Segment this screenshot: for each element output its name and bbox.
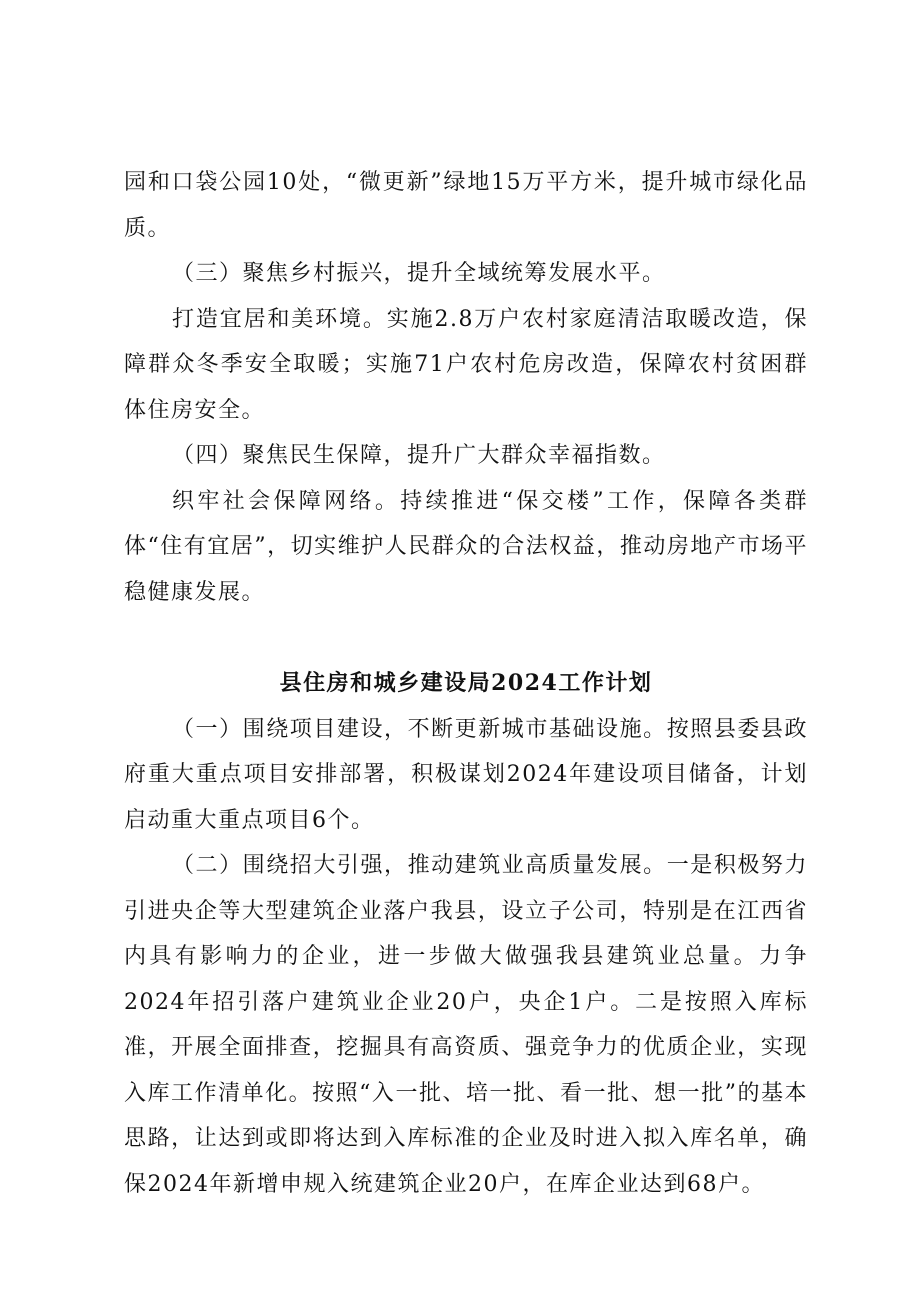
- paragraph-projects: （一）围绕项目建设，不断更新城市基础设施。按照县委县政府重大重点项目安排部署，积极谋划2024年建设项目储备，计划启动重大重点项目6个。: [124, 716, 808, 833]
- paragraph-livelihood: 织牢社会保障网络。持续推进“保交楼”工作，保障各类群体“住有宜居”，切实维护人民群众的合法权益，推动房地产市场平稳健康发展。: [124, 488, 808, 605]
- plan-title: 县住房和城乡建设局2024工作计划: [279, 670, 653, 696]
- document-body: [124, 160, 808, 1207]
- section-heading-4: （四）聚焦民生保障，提升广大群众幸福指数。: [172, 443, 666, 468]
- paragraph-construction: （二）围绕招大引强，推动建筑业高质量发展。一是积极努力引进央企等大型建筑企业落户我县，设立子公司，特别是在江西省内具有影响力的企业，进一步做大做强我县建筑业总量。力争2024年招引落户建筑业企业20户，央企1户。二是按照入库标准，开展全面排查，挖掘具有高资质、强竞争力的优质企业，实现入库工作清单化。按照“入一批、培一批、看一批、想一批”的基本思路，让达到或即将达到入库标准的企业及时进入拟入库名单，确保2024年新增申规入统建筑企业20户，在库企业达到68户。: [124, 853, 808, 1197]
- section-heading-3: （三）聚焦乡村振兴，提升全域统筹发展水平。: [172, 261, 666, 286]
- paragraph-rural: 打造宜居和美环境。实施2.8万户农村家庭清洁取暖改造，保障群众冬季安全取暖；实施71户农村危房改造，保障农村贫困群体住房安全。: [124, 306, 808, 423]
- section-gap: [124, 615, 808, 661]
- continued-paragraph: 园和口袋公园10处，“微更新”绿地15万平方米，提升城市绿化品质。: [124, 170, 808, 241]
